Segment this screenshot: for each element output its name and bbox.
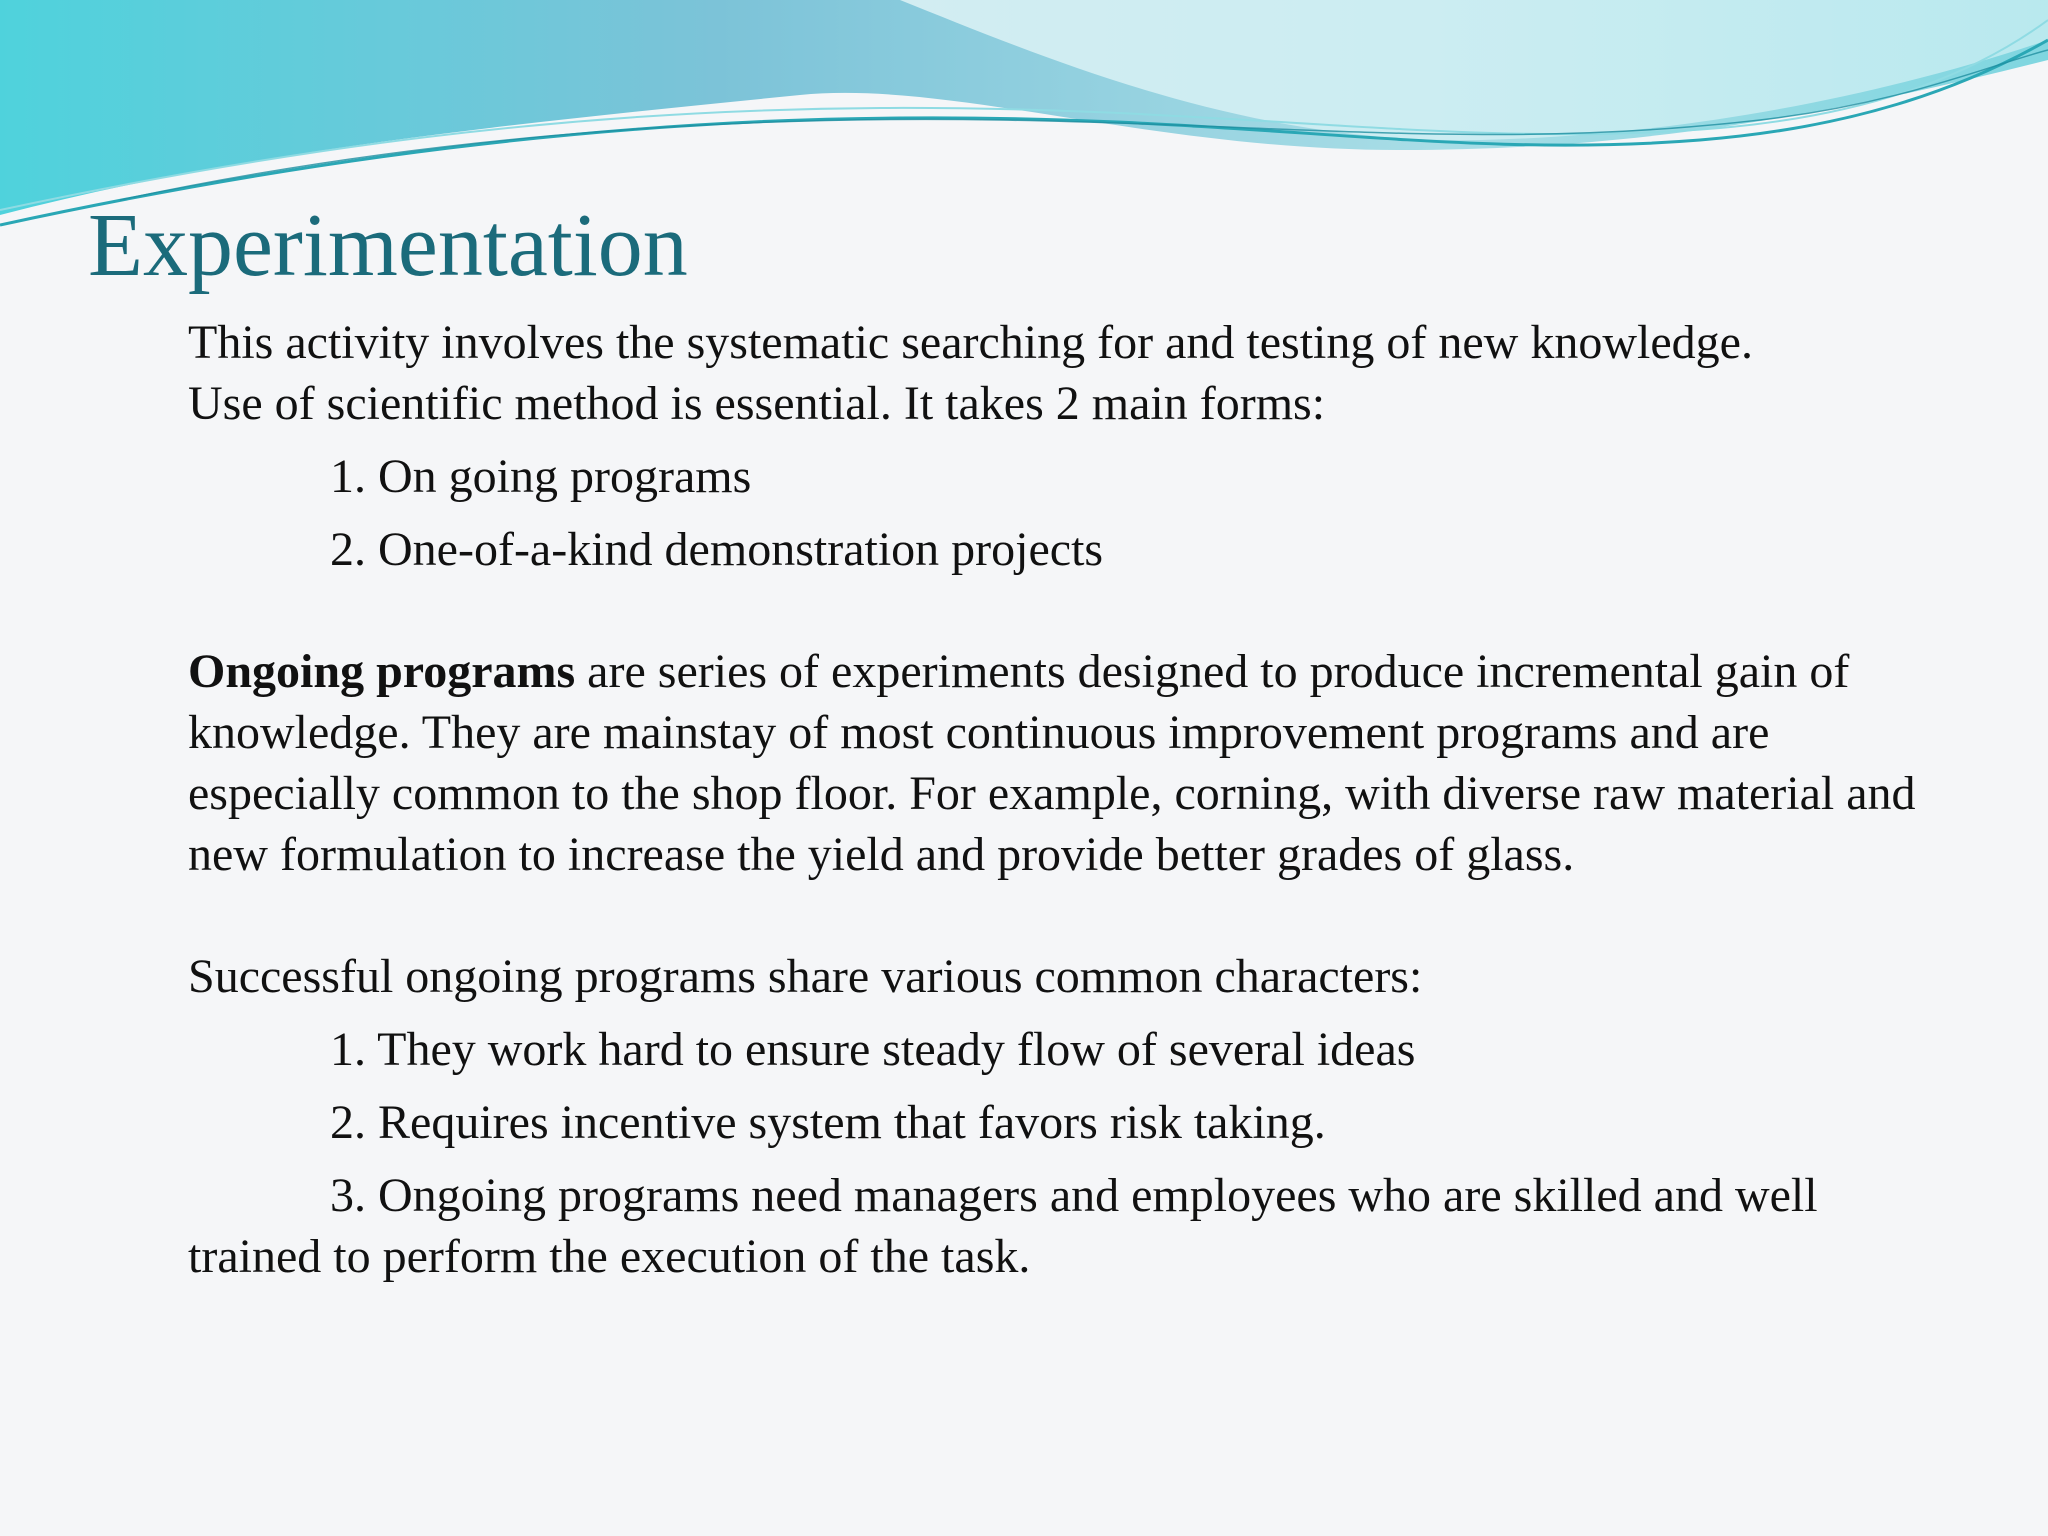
ongoing-paragraph — [188, 641, 1928, 885]
character-item: 2. Requires incentive system that favors risk taking. — [330, 1096, 1326, 1149]
ongoing-term: Ongoing programs — [188, 645, 576, 698]
form-item: 2. One-of-a-kind demonstration projects — [330, 523, 1104, 576]
characters-intro: Successful ongoing programs share various common characters: — [188, 950, 1423, 1003]
form-item: 1. On going programs — [330, 450, 752, 503]
intro-line: This activity involves the systematic searching for and testing of new knowledge. — [188, 316, 1753, 369]
slide-body — [188, 312, 1928, 1287]
character-item: 1. They work hard to ensure steady flow of several ideas — [330, 1023, 1416, 1076]
intro-line: Use of scientific method is essential. It takes 2 main forms: — [188, 377, 1326, 430]
character-item: 3. Ongoing programs need managers and employees who are skilled and well trained to perform the execution of the task. — [188, 1169, 1818, 1283]
ongoing-text: are series of experiments designed to produce incremental gain of knowledge. They are mainstay of most continuous improvement programs and are especially common to the shop floor. For example, corning, with diverse raw material and new formulation to increase the yield and provide better grades of glass. — [188, 645, 1916, 881]
slide-title: Experimentation — [88, 196, 688, 295]
